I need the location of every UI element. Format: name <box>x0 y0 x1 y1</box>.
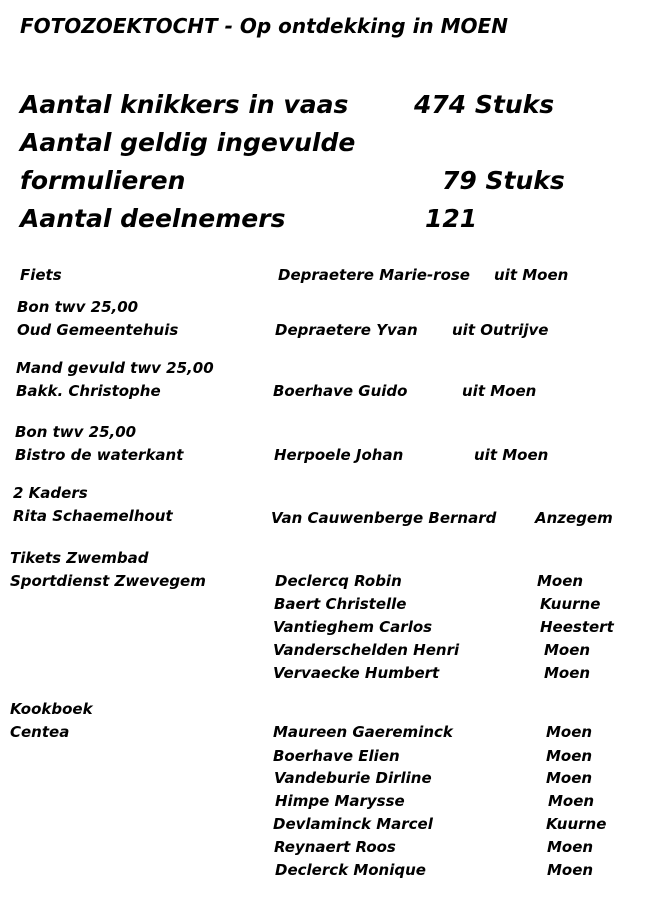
winner-name: Depraetere Yvan <box>275 321 418 339</box>
stat-value-forms: 79 Stuks <box>442 166 565 195</box>
stat-label-participants: Aantal deelnemers <box>20 204 286 233</box>
winner-name: Van Cauwenberge Bernard <box>271 509 497 527</box>
winner-place: Moen <box>537 572 584 590</box>
winner-name: Boerhave Elien <box>273 747 400 765</box>
stat-label-forms-line2: formulieren <box>20 166 186 195</box>
prize-label: Bon twv 25,00 <box>15 423 137 441</box>
winner-name: Himpe Marysse <box>275 792 405 810</box>
prize-sponsor: Sportdienst Zwevegem <box>10 572 206 590</box>
winner-place: Moen <box>546 747 593 765</box>
winner-place: Kuurne <box>546 815 607 833</box>
prize-label: Fiets <box>20 266 62 284</box>
prize-sponsor: Oud Gemeentehuis <box>17 321 179 339</box>
winner-name: Vervaecke Humbert <box>273 664 440 682</box>
winner-place: Kuurne <box>540 595 601 613</box>
winner-name: Vandeburie Dirline <box>274 769 432 787</box>
prize-sponsor: Centea <box>10 723 70 741</box>
winner-name: Vantieghem Carlos <box>273 618 433 636</box>
prize-label: Tikets Zwembad <box>10 549 149 567</box>
winner-name: Baert Christelle <box>274 595 407 613</box>
prize-label: 2 Kaders <box>13 484 88 502</box>
prize-label: Kookboek <box>10 700 93 718</box>
winner-place: uit Moen <box>494 266 569 284</box>
winner-place: Moen <box>544 664 591 682</box>
winner-place: Anzegem <box>535 509 613 527</box>
winner-place: Moen <box>547 838 594 856</box>
winner-place: Moen <box>546 723 593 741</box>
stat-label-forms-line1: Aantal geldig ingevulde <box>20 128 356 157</box>
winner-place: uit Moen <box>474 446 549 464</box>
winner-name: Devlaminck Marcel <box>273 815 433 833</box>
winner-name: Declerck Monique <box>275 861 426 879</box>
winner-place: Heestert <box>540 618 614 636</box>
winner-place: Moen <box>544 641 591 659</box>
prize-sponsor: Bistro de waterkant <box>15 446 184 464</box>
winner-place: uit Outrijve <box>452 321 549 339</box>
stat-value-marbles: 474 Stuks <box>414 90 555 119</box>
prize-sponsor: Bakk. Christophe <box>16 382 161 400</box>
prize-sponsor: Rita Schaemelhout <box>13 507 173 525</box>
prize-label: Bon twv 25,00 <box>17 298 139 316</box>
winner-name: Reynaert Roos <box>274 838 396 856</box>
prize-label: Mand gevuld twv 25,00 <box>16 359 214 377</box>
winner-name: Maureen Gaereminck <box>273 723 453 741</box>
winner-name: Depraetere Marie-rose <box>278 266 470 284</box>
winner-place: uit Moen <box>462 382 537 400</box>
page-title: FOTOZOEKTOCHT - Op ontdekking in MOEN <box>20 14 508 38</box>
winner-place: Moen <box>546 769 593 787</box>
stat-value-participants: 121 <box>425 204 478 233</box>
winner-name: Herpoele Johan <box>274 446 404 464</box>
winner-place: Moen <box>548 792 595 810</box>
winner-name: Vanderschelden Henri <box>273 641 460 659</box>
winner-name: Declercq Robin <box>275 572 402 590</box>
stat-label-marbles: Aantal knikkers in vaas <box>20 90 349 119</box>
winner-place: Moen <box>547 861 594 879</box>
winner-name: Boerhave Guido <box>273 382 408 400</box>
